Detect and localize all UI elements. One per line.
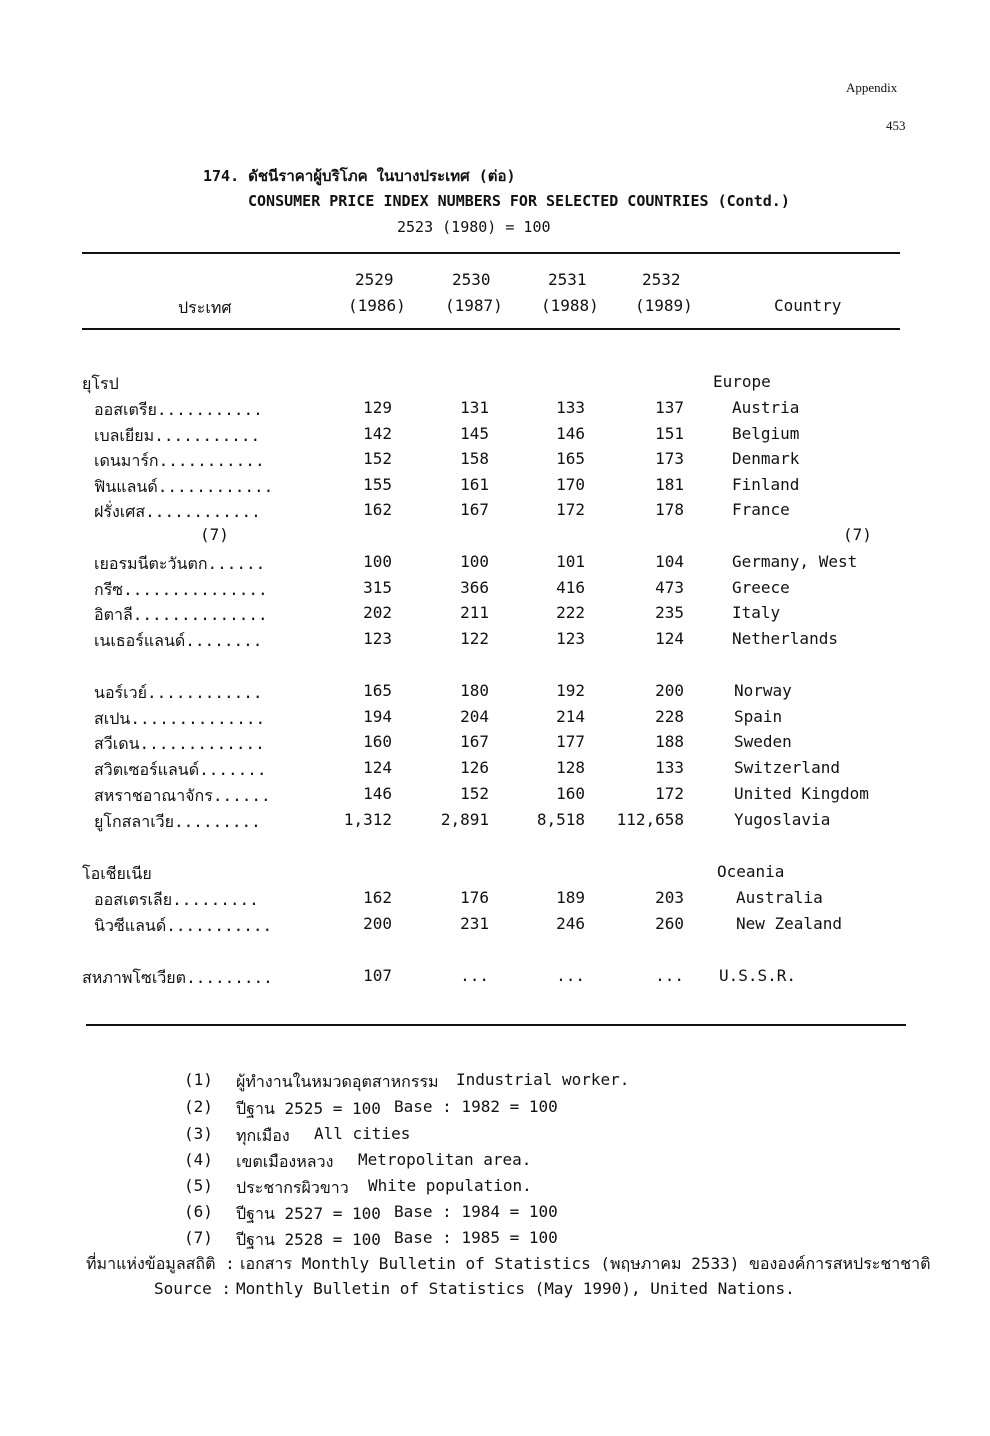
footnote-number: (2)	[184, 1097, 213, 1116]
row-value-3: 192	[556, 681, 585, 700]
row-value-2: 176	[460, 888, 489, 907]
row-value-4: 203	[655, 888, 684, 907]
row-thai-name: เดนมาร์ก...........	[94, 451, 265, 470]
header-year-be-4: 2532	[642, 270, 681, 289]
section-europe-thai: ยุโรป	[82, 374, 119, 393]
row-thai-name: เยอรมนีตะวันตก......	[94, 554, 266, 573]
row-value-3: 8,518	[536, 810, 585, 829]
row-value-3: 170	[556, 475, 585, 494]
row-value-3: 177	[556, 732, 585, 751]
row-value-3: 172	[556, 500, 585, 519]
header-rule	[82, 328, 900, 330]
row-value-2: 167	[460, 732, 489, 751]
footnote-english: Metropolitan area.	[358, 1150, 532, 1169]
row-value-4: 473	[655, 578, 684, 597]
row-country-name: Denmark	[732, 449, 800, 468]
source-thai-text: เอกสาร Monthly Bulletin of Statistics (พฤษภาคม 2533) ขององค์การสหประชาชาติ	[240, 1254, 931, 1273]
row-thai-name: สวิตเซอร์แลนด์.......	[94, 760, 267, 779]
row-value-4: 181	[655, 475, 684, 494]
header-thai-country: ประเทศ	[178, 298, 232, 317]
row-value-1: 160	[363, 732, 392, 751]
row-country-name: Yugoslavia	[734, 810, 831, 829]
bottom-rule	[86, 1024, 906, 1026]
row-value-2: 366	[460, 578, 489, 597]
row-country-name: Belgium	[732, 424, 800, 443]
footnote-number: (4)	[184, 1150, 213, 1169]
source-thai-label: ที่มาแห่งข้อมูลสถิติ :	[86, 1254, 235, 1273]
footnote-number: (6)	[184, 1202, 213, 1221]
row-value-3: 101	[556, 552, 585, 571]
row-value-2: 145	[460, 424, 489, 443]
row-thai-name: ฟินแลนด์............	[94, 477, 274, 496]
row-value-4: 173	[655, 449, 684, 468]
section-oceania-thai: โอเชียเนีย	[82, 864, 152, 883]
row-value-4: 112,658	[616, 810, 684, 829]
row-thai-name: เบลเยียม...........	[94, 426, 261, 445]
row-value-2: 180	[460, 681, 489, 700]
section-europe-english: Europe	[713, 372, 771, 391]
footnote-thai: ปีฐาน 2525 = 100	[236, 1099, 381, 1118]
footnote-thai: ปีฐาน 2528 = 100	[236, 1230, 381, 1249]
row-thai-name: สเปน..............	[94, 709, 266, 728]
row-value-4: 260	[655, 914, 684, 933]
row-value-3: 246	[556, 914, 585, 933]
footnote-english: Base : 1985 = 100	[394, 1228, 558, 1247]
row-value-1: 146	[363, 784, 392, 803]
row-value-2: ...	[460, 966, 489, 985]
header-year-ce-2: (1987)	[445, 296, 503, 315]
row-country-name: Spain	[734, 707, 783, 726]
row-value-4: 188	[655, 732, 684, 751]
row-value-1: 129	[363, 398, 392, 417]
table-title-english: CONSUMER PRICE INDEX NUMBERS FOR SELECTED COUNTRIES (Contd.)	[248, 192, 790, 210]
row-value-1: 315	[363, 578, 392, 597]
france-note-thai: (7)	[200, 525, 229, 544]
header-year-be-3: 2531	[548, 270, 587, 289]
row-value-2: 231	[460, 914, 489, 933]
row-value-4: 133	[655, 758, 684, 777]
table-base-year: 2523 (1980) = 100	[397, 218, 551, 236]
row-value-4: 137	[655, 398, 684, 417]
row-value-4: 178	[655, 500, 684, 519]
row-value-2: 211	[460, 603, 489, 622]
row-value-3: 416	[556, 578, 585, 597]
row-value-2: 2,891	[440, 810, 489, 829]
row-country-name: New Zealand	[736, 914, 842, 933]
row-value-1: 152	[363, 449, 392, 468]
footnote-english: White population.	[368, 1176, 532, 1195]
footnote-thai: ทุกเมือง	[236, 1126, 290, 1145]
row-value-2: 122	[460, 629, 489, 648]
row-value-1: 142	[363, 424, 392, 443]
row-thai-name: ยูโกสลาเวีย.........	[94, 812, 261, 831]
row-value-3: 189	[556, 888, 585, 907]
row-thai-name: สวีเดน.............	[94, 734, 265, 753]
row-value-1: 100	[363, 552, 392, 571]
row-value-4: ...	[655, 966, 684, 985]
row-value-1: 107	[363, 966, 392, 985]
row-value-2: 158	[460, 449, 489, 468]
table-title-thai: 174. ดัชนีราคาผู้บริโภค ในบางประเทศ (ต่อ)	[203, 167, 516, 185]
row-value-3: 123	[556, 629, 585, 648]
row-value-3: 128	[556, 758, 585, 777]
row-value-2: 131	[460, 398, 489, 417]
row-value-1: 155	[363, 475, 392, 494]
row-thai-name: อิตาลี..............	[94, 605, 268, 624]
header-year-ce-4: (1989)	[635, 296, 693, 315]
row-value-1: 162	[363, 500, 392, 519]
row-thai-name: ออสเตรเลีย.........	[94, 890, 259, 909]
row-value-2: 167	[460, 500, 489, 519]
row-value-1: 165	[363, 681, 392, 700]
row-country-name: Norway	[734, 681, 792, 700]
footnote-thai: ผู้ทำงานในหมวดอุตสาหกรรม	[236, 1072, 439, 1091]
row-value-4: 151	[655, 424, 684, 443]
row-value-3: 133	[556, 398, 585, 417]
source-text: Monthly Bulletin of Statistics (May 1990), United Nations.	[236, 1279, 795, 1298]
row-value-3: 214	[556, 707, 585, 726]
row-country-name: Greece	[732, 578, 790, 597]
row-thai-name: กรีซ...............	[94, 580, 268, 599]
section-oceania-english: Oceania	[717, 862, 785, 881]
row-value-3: 165	[556, 449, 585, 468]
row-value-2: 161	[460, 475, 489, 494]
row-thai-name: ออสเตรีย...........	[94, 400, 263, 419]
header-year-ce-3: (1988)	[541, 296, 599, 315]
footnote-thai: เขตเมืองหลวง	[236, 1152, 334, 1171]
row-country-name: Italy	[732, 603, 781, 622]
footnote-number: (7)	[184, 1228, 213, 1247]
row-value-3: 160	[556, 784, 585, 803]
header-year-be-1: 2529	[355, 270, 394, 289]
row-value-1: 124	[363, 758, 392, 777]
row-thai-name: สหภาพโซเวียต.........	[82, 968, 273, 987]
header-year-ce-1: (1986)	[348, 296, 406, 315]
france-note-english: (7)	[843, 525, 872, 544]
row-value-1: 202	[363, 603, 392, 622]
row-value-1: 194	[363, 707, 392, 726]
row-country-name: U.S.S.R.	[719, 966, 797, 985]
row-value-3: ...	[556, 966, 585, 985]
row-value-2: 204	[460, 707, 489, 726]
row-value-4: 124	[655, 629, 684, 648]
row-country-name: Netherlands	[732, 629, 838, 648]
row-value-3: 146	[556, 424, 585, 443]
header-country: Country	[774, 296, 842, 315]
source-label: Source :	[154, 1279, 232, 1298]
row-value-2: 126	[460, 758, 489, 777]
footnote-number: (5)	[184, 1176, 213, 1195]
row-value-4: 104	[655, 552, 684, 571]
row-thai-name: นิวซีแลนด์...........	[94, 916, 273, 935]
header-year-be-2: 2530	[452, 270, 491, 289]
footnote-english: Industrial worker.	[456, 1070, 630, 1089]
row-country-name: Switzerland	[734, 758, 840, 777]
row-country-name: Austria	[732, 398, 800, 417]
page-number: 453	[886, 118, 906, 133]
row-country-name: Germany, West	[732, 552, 858, 571]
row-thai-name: ฝรั่งเศส............	[94, 502, 261, 521]
row-value-1: 200	[363, 914, 392, 933]
section-label: Appendix	[846, 80, 898, 95]
footnote-english: Base : 1984 = 100	[394, 1202, 558, 1221]
footnote-number: (3)	[184, 1124, 213, 1143]
row-value-4: 172	[655, 784, 684, 803]
row-value-4: 235	[655, 603, 684, 622]
top-rule	[82, 252, 900, 254]
row-country-name: France	[732, 500, 790, 519]
footnote-number: (1)	[184, 1070, 213, 1089]
row-country-name: Australia	[736, 888, 823, 907]
row-thai-name: เนเธอร์แลนด์........	[94, 631, 263, 650]
footnote-english: All cities	[314, 1124, 411, 1143]
row-value-1: 1,312	[343, 810, 392, 829]
row-value-1: 123	[363, 629, 392, 648]
footnote-english: Base : 1982 = 100	[394, 1097, 558, 1116]
row-value-4: 200	[655, 681, 684, 700]
row-thai-name: นอร์เวย์............	[94, 683, 263, 702]
footnote-thai: ปีฐาน 2527 = 100	[236, 1204, 381, 1223]
row-value-1: 162	[363, 888, 392, 907]
row-value-4: 228	[655, 707, 684, 726]
row-country-name: United Kingdom	[734, 784, 869, 803]
row-thai-name: สหราชอาณาจักร......	[94, 786, 271, 805]
footnote-thai: ประชากรผิวขาว	[236, 1178, 349, 1197]
row-country-name: Sweden	[734, 732, 792, 751]
row-country-name: Finland	[732, 475, 800, 494]
row-value-3: 222	[556, 603, 585, 622]
row-value-2: 100	[460, 552, 489, 571]
row-value-2: 152	[460, 784, 489, 803]
